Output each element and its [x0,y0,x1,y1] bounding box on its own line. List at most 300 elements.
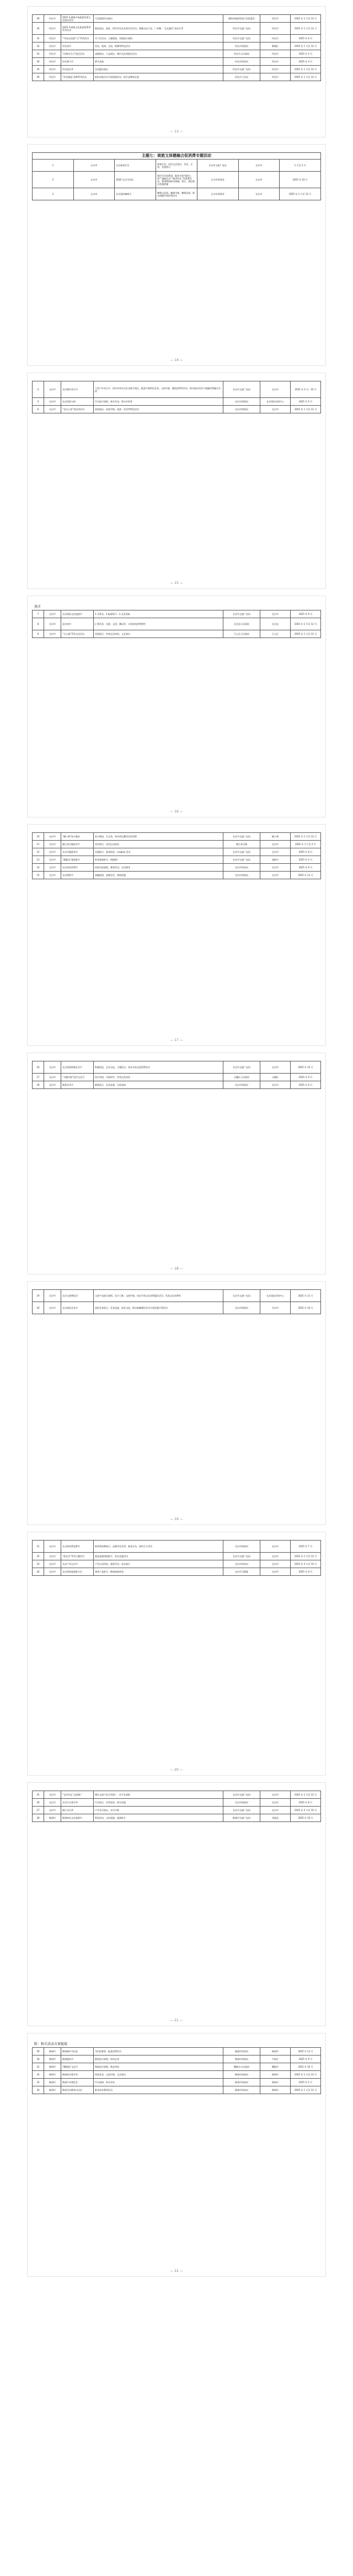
table-row [33,50,321,58]
cell-city: 长沙市 [44,841,61,848]
cell-city: 长沙市 [44,610,61,618]
cell-org: 长沙市文旅广电局 [223,610,260,618]
cell-loc: 怀化市 [260,58,291,66]
cell-city: 长沙市 [44,872,61,879]
cell-content: 各类惠民演出 [94,66,223,73]
table-row [33,1290,321,1302]
cell-name: 长沙国际咖啡节 [115,188,156,200]
cell-loc: 长沙国际会展中心 [260,398,291,406]
cell-org: 长沙市体育局 [223,1560,260,1568]
cell-seq: 30 [33,2056,44,2063]
cell-name: 长沙文创博览会 [61,1290,94,1302]
cell-seq: 34 [33,58,44,66]
table-row [33,856,321,864]
cell-content: 组织本地企业开展展销活动，提升品牌知名度 [94,73,223,81]
cell-name: 株洲服饰节 [61,2056,94,2063]
activity-table [32,610,321,638]
cell-time: 2025 年 5 月 [291,2079,321,2086]
cell-seq: 11 [33,841,44,848]
table-row [33,172,321,188]
cell-seq: 8 [33,618,44,630]
cell-loc: 怀化市 [260,50,291,58]
cell-loc: 橘子洲 [260,833,291,841]
cell-city: 株洲市 [44,2079,61,2086]
cell-org: 怀化市文旅广电局 [223,66,260,73]
cell-seq: 10 [33,833,44,841]
cell-time: 2025 年 8 月 [291,848,321,856]
activity-table [32,152,321,200]
cell-time: 2025 年 5 月 [291,856,321,864]
cell-content: 群众体育赛事活动 [94,2086,223,2094]
cell-time: 2025 年 1 月至 12 月 [291,66,321,73]
cell-loc: 长沙市 [260,1791,291,1799]
cell-content: 汽车展销，购车补贴 [94,2079,223,2086]
cell-loc: 长沙市 [260,872,291,879]
table-row [33,1814,321,1822]
cell-content: 动漫展示，游戏体验，cosplay 活动 [94,848,223,856]
cell-time: 2025 年 1 月至 12 月 [291,43,321,50]
cell-name: “天心阁”系列文化活动 [61,630,94,638]
table-row [33,2079,321,2086]
table-row [33,15,321,23]
cell-seq: 12 [33,848,44,856]
cell-name: 长沙国际车展 [61,398,94,406]
table-row [33,1799,321,1807]
cell-content: 焰火燃放、灯光秀，带动周边餐饮住宿消费 [94,833,223,841]
cell-name: 长沙新消费品牌节 [61,1541,94,1553]
cell-seq: 31 [33,2063,44,2071]
table-row [33,841,321,848]
cell-city: 长沙市 [44,848,61,856]
cell-content: 祭祀活动，文化展演，旅游推介 [94,1814,223,1822]
table-row [33,35,321,43]
cell-content: 大型旅游活动演出 [94,15,223,23]
cell-loc: 浏阳市 [260,856,291,864]
cell-city: 怀化市 [44,50,61,58]
cell-city: 怀化市 [44,43,61,50]
cell-org: 长沙市文旅广电局 [223,1061,260,1074]
activity-table [32,1791,321,1822]
cell-seq: 14 [33,864,44,872]
cell-content: 影像展览，艺术交流，主题论坛，同步开展文创消费活动 [94,1061,223,1074]
cell-loc: 长沙市 [260,848,291,856]
table-row [33,1807,321,1814]
cell-name: 2025 年湖南中南旅游发展大会演出活动 [61,15,94,23]
cell-name: 2025 年湖南文化旅游消费季系列活动 [61,23,94,35]
cell-time: 2025 年 1 月至 12 月 [291,1791,321,1799]
cell-org: 长沙市商务局 [223,1541,260,1553]
cell-city: 长沙市 [44,398,61,406]
cell-loc: 长沙市 [260,1541,291,1553]
cell-city: 长沙市 [44,1799,61,1807]
cell-seq: 19 [33,1290,44,1302]
cell-city: 株洲市 [44,1814,61,1822]
cell-city: 株洲市 [44,2056,61,2063]
cell-content: 城市马拉松赛事，配套开展“跑者之夜”“跑遍长沙”“跑者有礼”等消费活动，赛事期间联动商圈、景区、酒店推出优惠措施 [156,172,197,188]
cell-seq: 33 [33,2079,44,2086]
cell-name: 长沙城市音乐节 [61,381,94,398]
cell-city: 长沙市 [44,1568,61,1576]
heading-note: 附：相关活动方案链接 [34,2042,68,2046]
cell-city: 长沙市 [44,406,61,413]
cell-content: 文创产品展示展销，设计大赛，文创市集，同步开展文化消费惠民活动，发放文化消费券 [94,1290,223,1302]
table-row [33,73,321,81]
cell-org: 长沙市商务局 [197,188,238,200]
cell-org: 怀化市体育局 [223,58,260,66]
cell-name: 长沙汽车嘉年华 [61,1799,94,1807]
activity-table [32,2047,321,2094]
cell-org: 长沙市体育局 [197,172,238,188]
cell-name: “醴陵瓷”文化节 [61,2063,94,2071]
cell-loc: 长沙市 [260,1553,291,1560]
cell-time: 2025 年 10 月 [291,2063,321,2071]
cell-org: 长沙市文旅广电局 [223,1290,260,1302]
cell-city: 株洲市 [44,2071,61,2079]
cell-loc: 长沙市 [260,1560,291,1568]
cell-org: 株洲市商务局 [223,2071,260,2079]
table-row [33,398,321,406]
cell-loc: 芦淞区 [260,2056,291,2063]
page-number: — 20 — [170,1768,183,1772]
table-row [33,381,321,398]
cell-org: 长沙市文旅广电局 [223,381,260,398]
cell-seq: 15 [33,872,44,879]
cell-content: 户外音乐演出，音乐市集 [94,1807,223,1814]
table-row [33,2063,321,2071]
cell-name: 2025 长沙马拉松 [115,172,156,188]
page-4 [28,596,325,817]
cell-name: “橘子洲”焰火晚会 [61,833,94,841]
cell-time: 2025 年 8 月 [291,1799,321,1807]
cell-name: 长沙国际影像艺术节 [61,1061,94,1074]
cell-seq: 29 [33,2048,44,2056]
cell-org: 怀化市文旅广电局 [223,35,260,43]
cell-org: 长沙市卫健委 [223,1568,260,1576]
cell-org: 长沙市体育局 [223,864,260,872]
activity-table [32,1540,321,1576]
cell-time: 2025 年 10 月 [291,1061,321,1074]
cell-content: 赛马表演 [94,58,223,66]
table-row [33,43,321,50]
cell-name: “怀化制造”品牌系列活动 [61,73,94,81]
cell-seq: 1 [33,160,74,172]
cell-city: 怀化市 [44,66,61,73]
cell-seq: 13 [33,856,44,864]
cell-content: 美食、展演、文创、歌舞等特色活动 [94,43,223,50]
cell-time: 2025 年 4 月、10 月 [291,381,321,398]
cell-city: 长沙市 [44,1081,61,1089]
cell-loc: 炎陵县 [260,1814,291,1822]
cell-city: 长沙市 [44,1807,61,1814]
cell-time: 2025 年 11 月 [291,872,321,879]
activity-table [32,1061,321,1089]
cell-org: 长沙市商务局 [223,1081,260,1089]
cell-time: 2025 年 10 月 [291,1814,321,1822]
cell-city: 株洲市 [44,2086,61,2094]
cell-time: 2025 年 9 月 [291,1074,321,1081]
cell-content: 1.开幕式；2.旅游推介；3.文化展演 [94,610,223,618]
cell-loc: 长沙市 [238,160,280,172]
table-row [33,23,321,35]
cell-seq: 30 [33,23,44,35]
table-row [33,1302,321,1314]
cell-org: 长沙市文旅广电局 [223,1807,260,1814]
cell-org: 天心区人民政府 [223,630,260,638]
page-number: — 16 — [170,810,183,814]
table-row [33,188,321,200]
cell-name: 湘江音乐季 [61,1807,94,1814]
cell-org: 长沙市商务局 [223,1302,260,1314]
cell-loc: 长沙市 [260,1061,291,1074]
cell-city: 长沙市 [44,1061,61,1074]
cell-name: “庆城市生日”演艺活动 [61,50,94,58]
cell-time: 2025 年 9 月 [291,864,321,872]
cell-city: 长沙市 [73,172,115,188]
cell-time: 2025 年 1 月至 12 月 [291,618,321,630]
cell-time: 2025 年 1 月至 12 月 [291,1553,321,1560]
cell-org: 长沙市文旅广电局 [223,1553,260,1560]
table-row [33,618,321,630]
page-5 [28,825,325,1045]
cell-content: 精品演出、展览、研学活动及各类市民活动，新潮文化产品，广场舞，“文化惠民”进社区等 [94,23,223,35]
cell-time: 2025 年 1 月至 12 月 [291,406,321,413]
cell-seq: 21 [33,1541,44,1553]
cell-name: “游长沙”系列主题活动 [61,1553,94,1560]
cell-org: 湘江欢乐城 [223,841,260,848]
cell-loc: 鹤城区 [260,43,291,50]
cell-content: 冰雪娱乐，冰雪运动体验 [94,841,223,848]
table-row [33,1568,321,1576]
page-7 [28,1282,325,1525]
cell-name: 长沙购物节 [61,872,94,879]
cell-content: 夜间美食，文创市集，文艺演出 [94,2071,223,2079]
cell-time: 2025 年 5 月至 10 月 [291,1807,321,1814]
cell-loc: 株洲市 [260,2086,291,2094]
cell-loc: 怀化市 [260,35,291,43]
cell-content: 服装展示展销，时尚走秀 [94,2056,223,2063]
cell-city: 株洲市 [44,2063,61,2071]
cell-content: 夜间演出、夜间市集、夜游、夜食等特色活动 [94,406,223,413]
cell-org: 长沙市商务局 [223,406,260,413]
cell-loc: 长沙市 [260,841,291,848]
table-row [33,1560,321,1568]
table-row [33,610,321,618]
cell-city: 长沙市 [44,856,61,864]
cell-content: 新春灯会、民俗文艺演出，美食、文创、非遗展示 [156,160,197,172]
cell-city: 长沙市 [44,630,61,638]
cell-content: 汇聚美食、非遗、文创、潮玩等，丰富夜间消费供给 [94,618,223,630]
cell-content: 马拉松赛事，配套消费活动 [94,2048,223,2056]
cell-loc: 醴陵市 [260,2063,291,2071]
cell-seq: 26 [33,1799,44,1807]
cell-time: 2025 年 9 月 [291,1568,321,1576]
cell-loc: 怀化市 [260,23,291,35]
cell-time: 2025 年 6 月 [291,1081,321,1089]
table-row [33,1081,321,1089]
cell-name: “岳麓书院”国学文化节 [61,1074,94,1081]
cell-org: 株洲市体育局 [223,2048,260,2056]
cell-time: 2025 年 11 月 [291,1290,321,1302]
cell-org: 岳麓区人民政府 [223,1074,260,1081]
cell-loc: 长沙市 [260,1807,291,1814]
cell-loc: 长沙国际会展中心 [260,1290,291,1302]
cell-name: 长沙户外运动节 [61,1560,94,1568]
table-row [33,2071,321,2079]
cell-city: 长沙市 [44,833,61,841]
cell-city: 怀化市 [44,73,61,81]
cell-loc: 长沙市 [238,172,280,188]
cell-loc: 长沙市 [260,1568,291,1576]
table-row [33,1541,321,1553]
cell-time: 2025 年 9 月 [291,2056,321,2063]
cell-org: 怀化市文旅广电局 [223,23,260,35]
cell-org: 怀化市人民政府 [223,50,260,58]
page-9 [28,1783,325,2026]
cell-city: 长沙市 [44,1074,61,1081]
table-row [33,406,321,413]
cell-org: 株洲市商务局 [223,2079,260,2086]
cell-org: 长沙市文旅广电局 [223,833,260,841]
cell-city: 长沙市 [44,1541,61,1553]
cell-loc: 怀化市 [260,66,291,73]
cell-loc: 长沙市 [260,1081,291,1089]
cell-seq: 36 [33,73,44,81]
cell-loc: 长沙县 [260,618,291,630]
cell-seq: 18 [33,1081,44,1089]
cell-seq: 35 [33,66,44,73]
cell-seq: 6 [33,406,44,413]
cell-org: 株洲市体育局 [223,2086,260,2094]
cell-loc: 长沙市 [260,610,291,618]
page-3 [28,373,325,588]
cell-time: 2025 年 10 月 [291,1302,321,1314]
activity-table [32,381,321,413]
table-row [33,630,321,638]
cell-time: 2025 年 1 月至 12 月 [291,15,321,23]
cell-name: 长沙康养旅游推介会 [61,1568,94,1576]
page-number: — 17 — [170,1038,183,1042]
cell-org: 长沙市文旅广电局 [223,856,260,864]
table-row [33,1061,321,1074]
table-row [33,833,321,841]
cell-seq: 28 [33,1814,44,1822]
cell-city: 长沙市 [44,1791,61,1799]
table-row [33,160,321,172]
cell-seq: 22 [33,1553,44,1560]
cell-name: 怀化演艺季 [61,66,94,73]
page-number: — 19 — [170,1517,183,1521]
cell-loc: 长沙市 [260,406,291,413]
cell-org: 长沙市文旅广电局 [223,848,260,856]
cell-city: 长沙市 [44,1553,61,1560]
cell-city: 长沙市 [44,1290,61,1302]
cell-seq: 9 [33,630,44,638]
cell-time: 2025 年 1 月至 12 月 [291,630,321,638]
table-row [33,1791,321,1799]
cell-time: 2025 年 1 月至 2 月 [291,841,321,848]
table-row [33,848,321,856]
cell-loc: 怀化市 [260,15,291,23]
cell-loc: 怀化市 [260,73,291,81]
cell-org: 长沙市商务局 [223,398,260,406]
cell-city: 怀化市 [44,58,61,66]
page-number: — 22 — [170,2269,183,2273]
cell-seq: 5 [33,398,44,406]
cell-org: 怀化市商务局 [223,43,260,50]
activity-table [32,14,321,81]
cell-loc: 株洲市 [260,2071,291,2079]
cell-loc: 长沙市 [260,1302,291,1314]
cell-time: 2025 年 5 月 [291,398,321,406]
cell-city: 怀化市 [44,35,61,43]
cell-name: 株洲夜市嘉年华 [61,2071,94,2079]
cell-org: 长沙市文旅广电局 [223,1791,260,1799]
table-row [33,58,321,66]
cell-content: 跨省旅游推介，线路推广 [94,856,223,864]
cell-name: 长沙国际文化旅游节 [61,610,94,618]
cell-seq: 23 [33,1560,44,1568]
table-row [33,864,321,872]
cell-time: 2025 年 11 月 [291,2048,321,2056]
table-row [33,1553,321,1560]
cell-content: 陶瓷展示展销，陶艺体验 [94,2063,223,2071]
table-row [33,66,321,73]
cell-city: 长沙市 [44,1560,61,1568]
cell-loc: 长沙市 [260,864,291,872]
cell-org: 醴陵市人民政府 [223,2063,260,2071]
page-8 [28,1532,325,1775]
cell-org: 怀化市工信局 [223,73,260,81]
cell-time: 2025 年 9 月 [291,610,321,618]
cell-name: 怀化赛马节 [61,58,94,66]
cell-content: 开门红活动、主题展演、非遗展示展销 [94,35,223,43]
table-row [33,2048,321,2056]
cell-seq: 29 [33,15,44,23]
cell-time: 2025 年 1 月至 12 月 [291,2071,321,2079]
cell-content: 湘菜展示，美食品鉴，名厨表演 [94,1081,223,1089]
cell-org: 株洲市商务局 [223,2056,260,2063]
page-10 [28,2033,325,2276]
cell-loc: 株洲市 [260,2079,291,2086]
cell-time: 2025 年 4 月 [291,58,321,66]
page-number: — 13 — [170,130,183,134]
cell-org: 长沙市商务局 [223,1799,260,1807]
cell-seq: 16 [33,1061,44,1074]
cell-seq: 32 [33,2071,44,2079]
cell-name: 株洲汽车博览会 [61,2079,94,2086]
cell-content: 大型户外音乐节，国内外知名乐队及歌手演出，配套开展特色美食、文创市集、潮流消费等活动，推动演出经济与商圈消费融合发展 [94,381,223,398]
cell-name: “长沙有礼”文创推广 [61,1791,94,1799]
cell-seq: 27 [33,1807,44,1814]
cell-loc: 株洲市 [260,2048,291,2056]
cell-city: 长沙市 [44,381,61,398]
cell-content: 精品旅游线路推介，景区优惠活动 [94,1553,223,1560]
cell-content: 汽车展示展销、新车发布、购车补贴等 [94,398,223,406]
cell-time: 1 月至 2 月 [280,160,321,172]
cell-content: 康养产品推介，健康旅游体验 [94,1568,223,1576]
cell-content: 商圈促销，品牌首发，购物优惠 [94,872,223,879]
cell-name: 怀化夜市 [61,43,94,50]
cell-time: 2025 年 7 月 [291,1541,321,1553]
cell-name: 长沙动漫游戏节 [61,848,94,856]
cell-org: 长沙县人民政府 [223,618,260,630]
cell-content: 新消费品牌展示，品牌首发首秀，新品发布，网红打卡活动 [94,1541,223,1553]
table-row [33,872,321,879]
cell-time: 2025 年 1 月至 12 月 [291,23,321,35]
cell-seq: 4 [33,381,44,398]
cell-seq: 25 [33,1791,44,1799]
cell-city: 怀化市 [44,15,61,23]
